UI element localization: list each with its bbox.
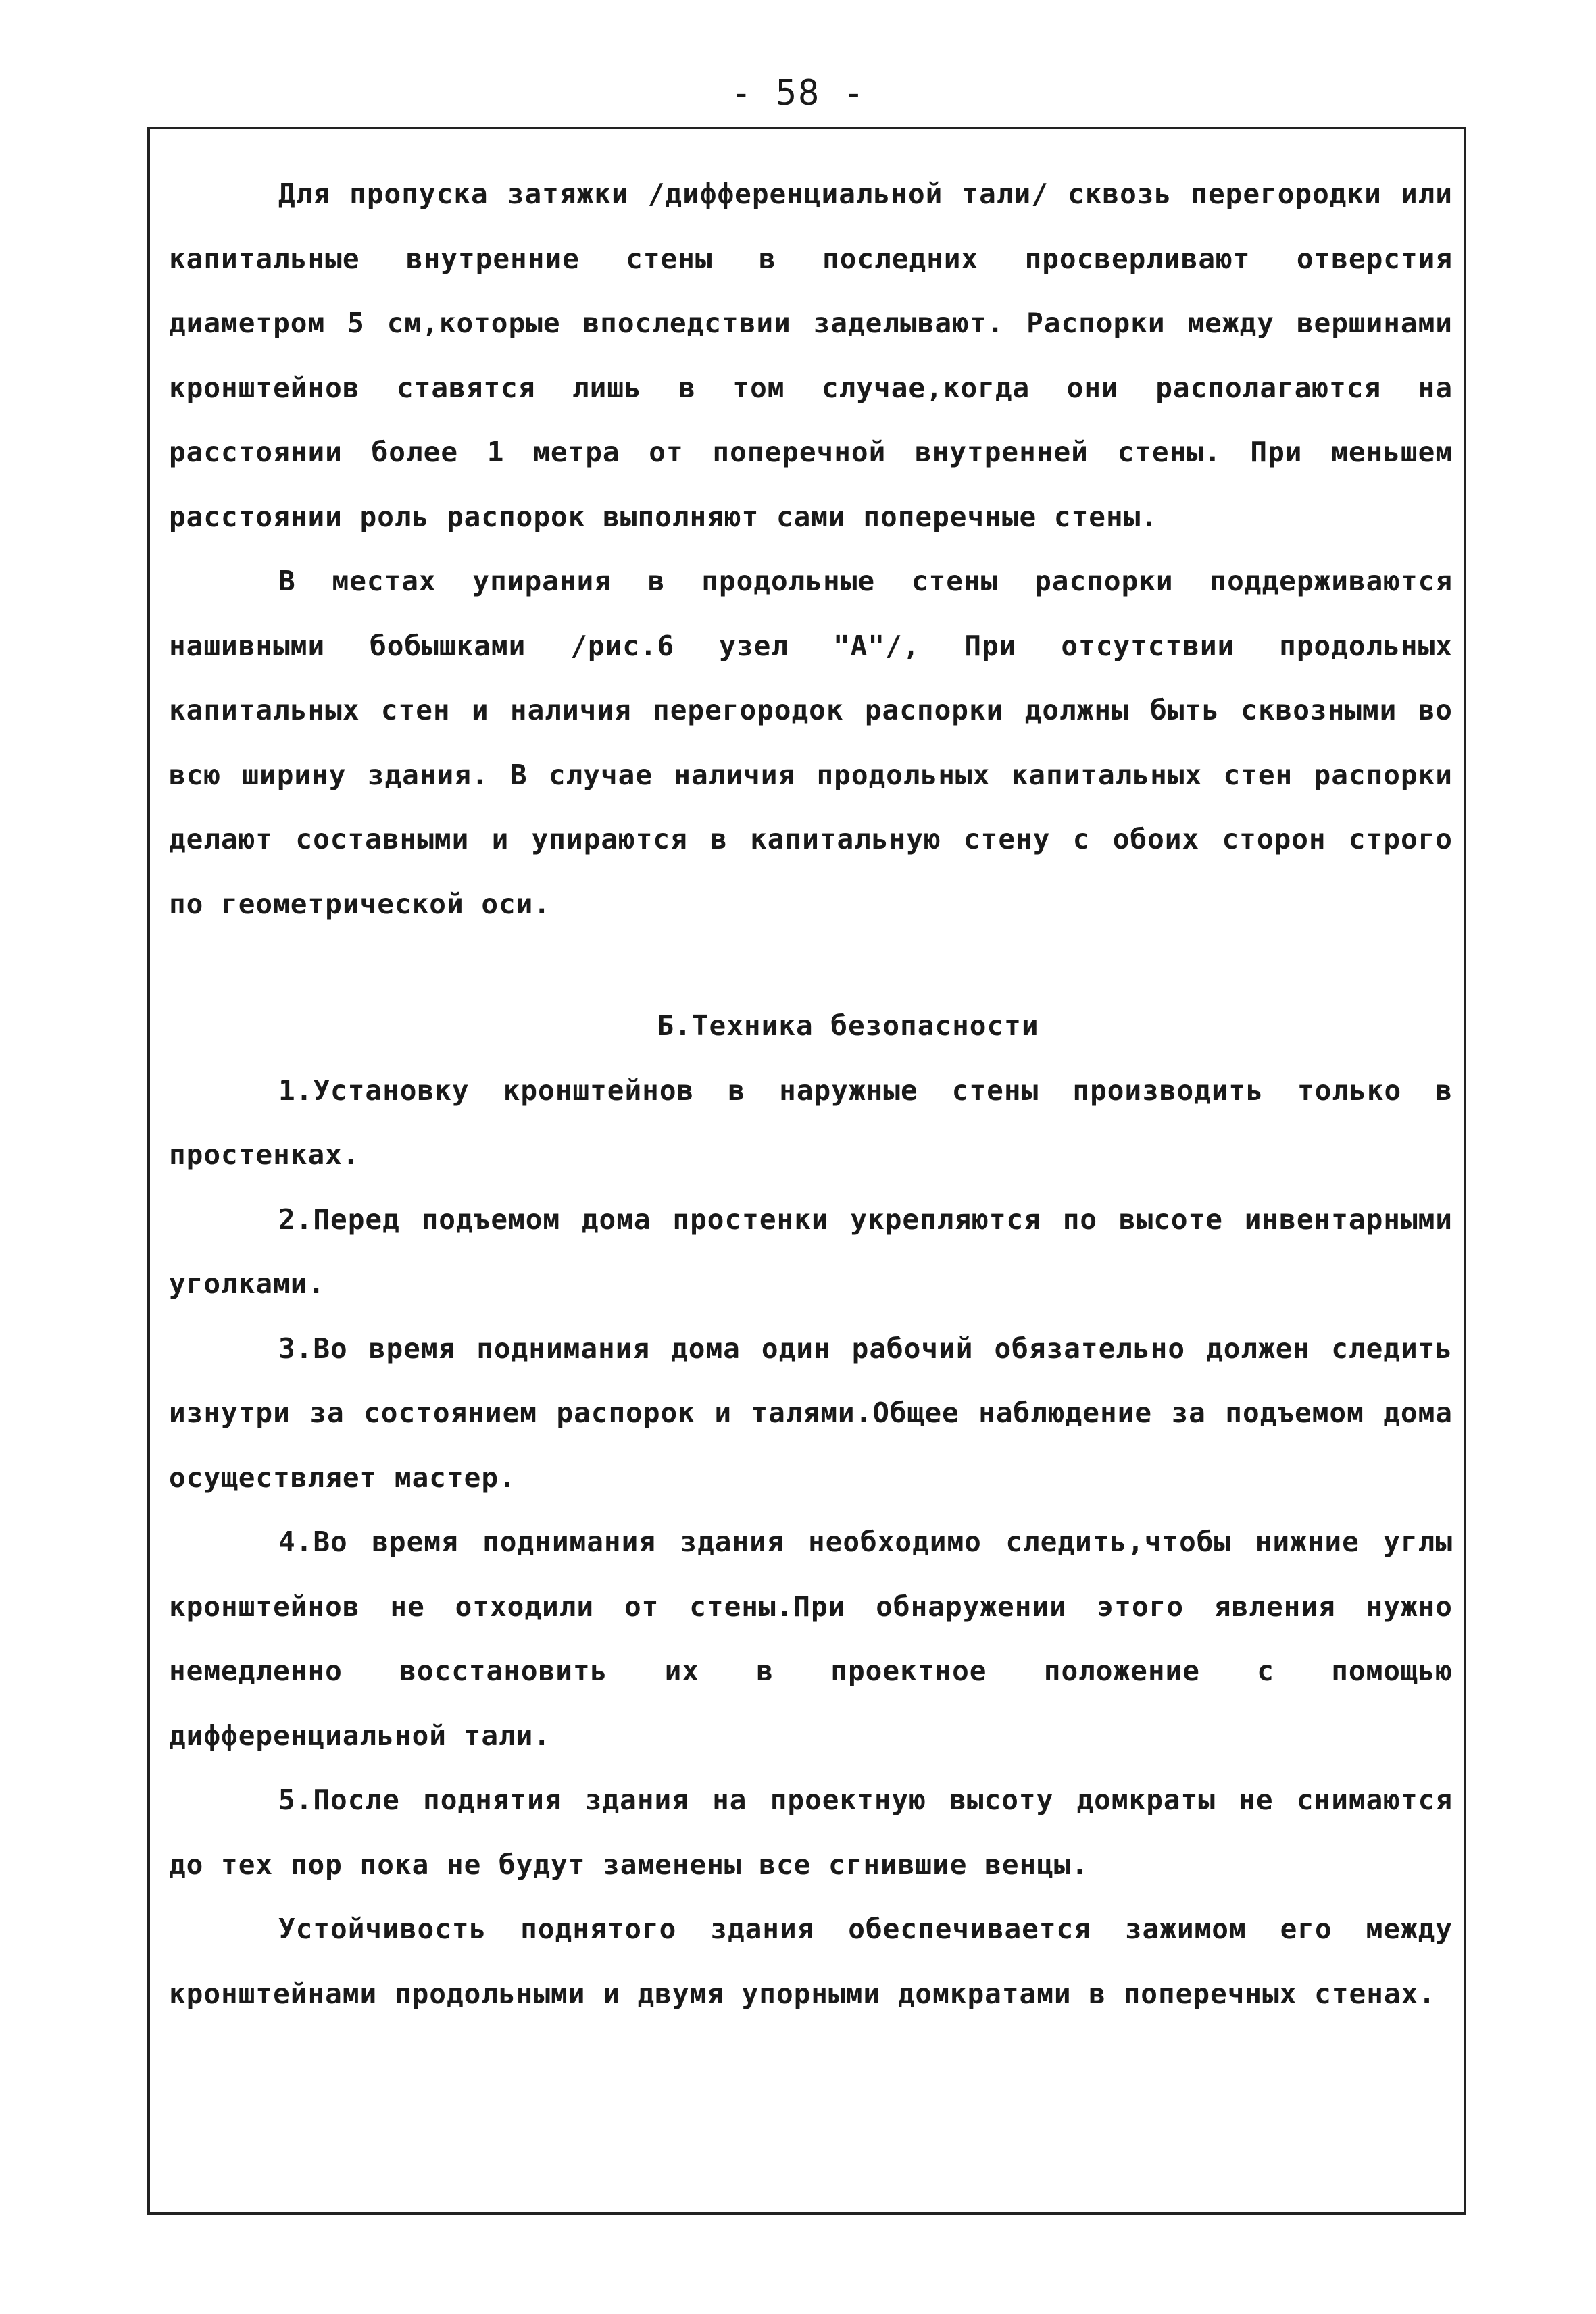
safety-item-3: 3.Во время поднимания дома один рабочий обязательно должен следить изнутри за состоянием распорок и талями.Общее наблюдение за подъемом дома осуществляет мастер. bbox=[169, 1332, 1453, 1494]
stability-paragraph: Устойчивость поднятого здания обеспечивается зажимом его между кронштейнами продольными и двумя упорными домкратами в поперечных стенах. bbox=[169, 1913, 1453, 2010]
paragraph-struts: В местах упирания в продольные стены распорки поддерживаются нашивными бобышками /рис.6 узел "А"/, При отсутствии продольных капитальных стен и наличия перегородок распорки должны быть сквозными во всю ширину здания. В случае наличия продольных капитальных стен распорки делают составными и упираются в капитальную стену с обоих сторон строго по геометрической оси. bbox=[169, 565, 1453, 920]
safety-item-5: 5.После поднятия здания на проектную высоту домкраты не снимаются до тех пор пока не будут заменены все сгнившие венцы. bbox=[169, 1784, 1453, 1881]
document-body bbox=[169, 162, 1453, 2026]
safety-item-1: 1.Установку кронштейнов в наружные стены производить только в простенках. bbox=[169, 1074, 1453, 1171]
safety-item-4: 4.Во время поднимания здания необходимо следить,чтобы нижние углы кронштейнов не отходили от стены.При обнаружении этого явления нужно немедленно восстановить их в проектное положение с помощью дифференциальной тали. bbox=[169, 1526, 1453, 1752]
safety-item-2: 2.Перед подъемом дома простенки укрепляются по высоте инвентарными уголками. bbox=[169, 1203, 1453, 1300]
section-heading-safety: Б.Техника безопасности bbox=[657, 1009, 1039, 1042]
paragraph-tie-passage: Для пропуска затяжки /дифференциальной тали/ сквозь перегородки или капитальные внутренние стены в последних просверливают отверстия диаметром 5 см,которые впоследствии заделывают. Распорки между вершинами кронштейнов ставятся лишь в том случае,когда они располагаются на расстоянии более 1 метра от поперечной внутренней стены. При меньшем расстоянии роль распорок выполняют сами поперечные стены. bbox=[169, 178, 1453, 533]
page-number: - 58 - bbox=[730, 73, 866, 114]
